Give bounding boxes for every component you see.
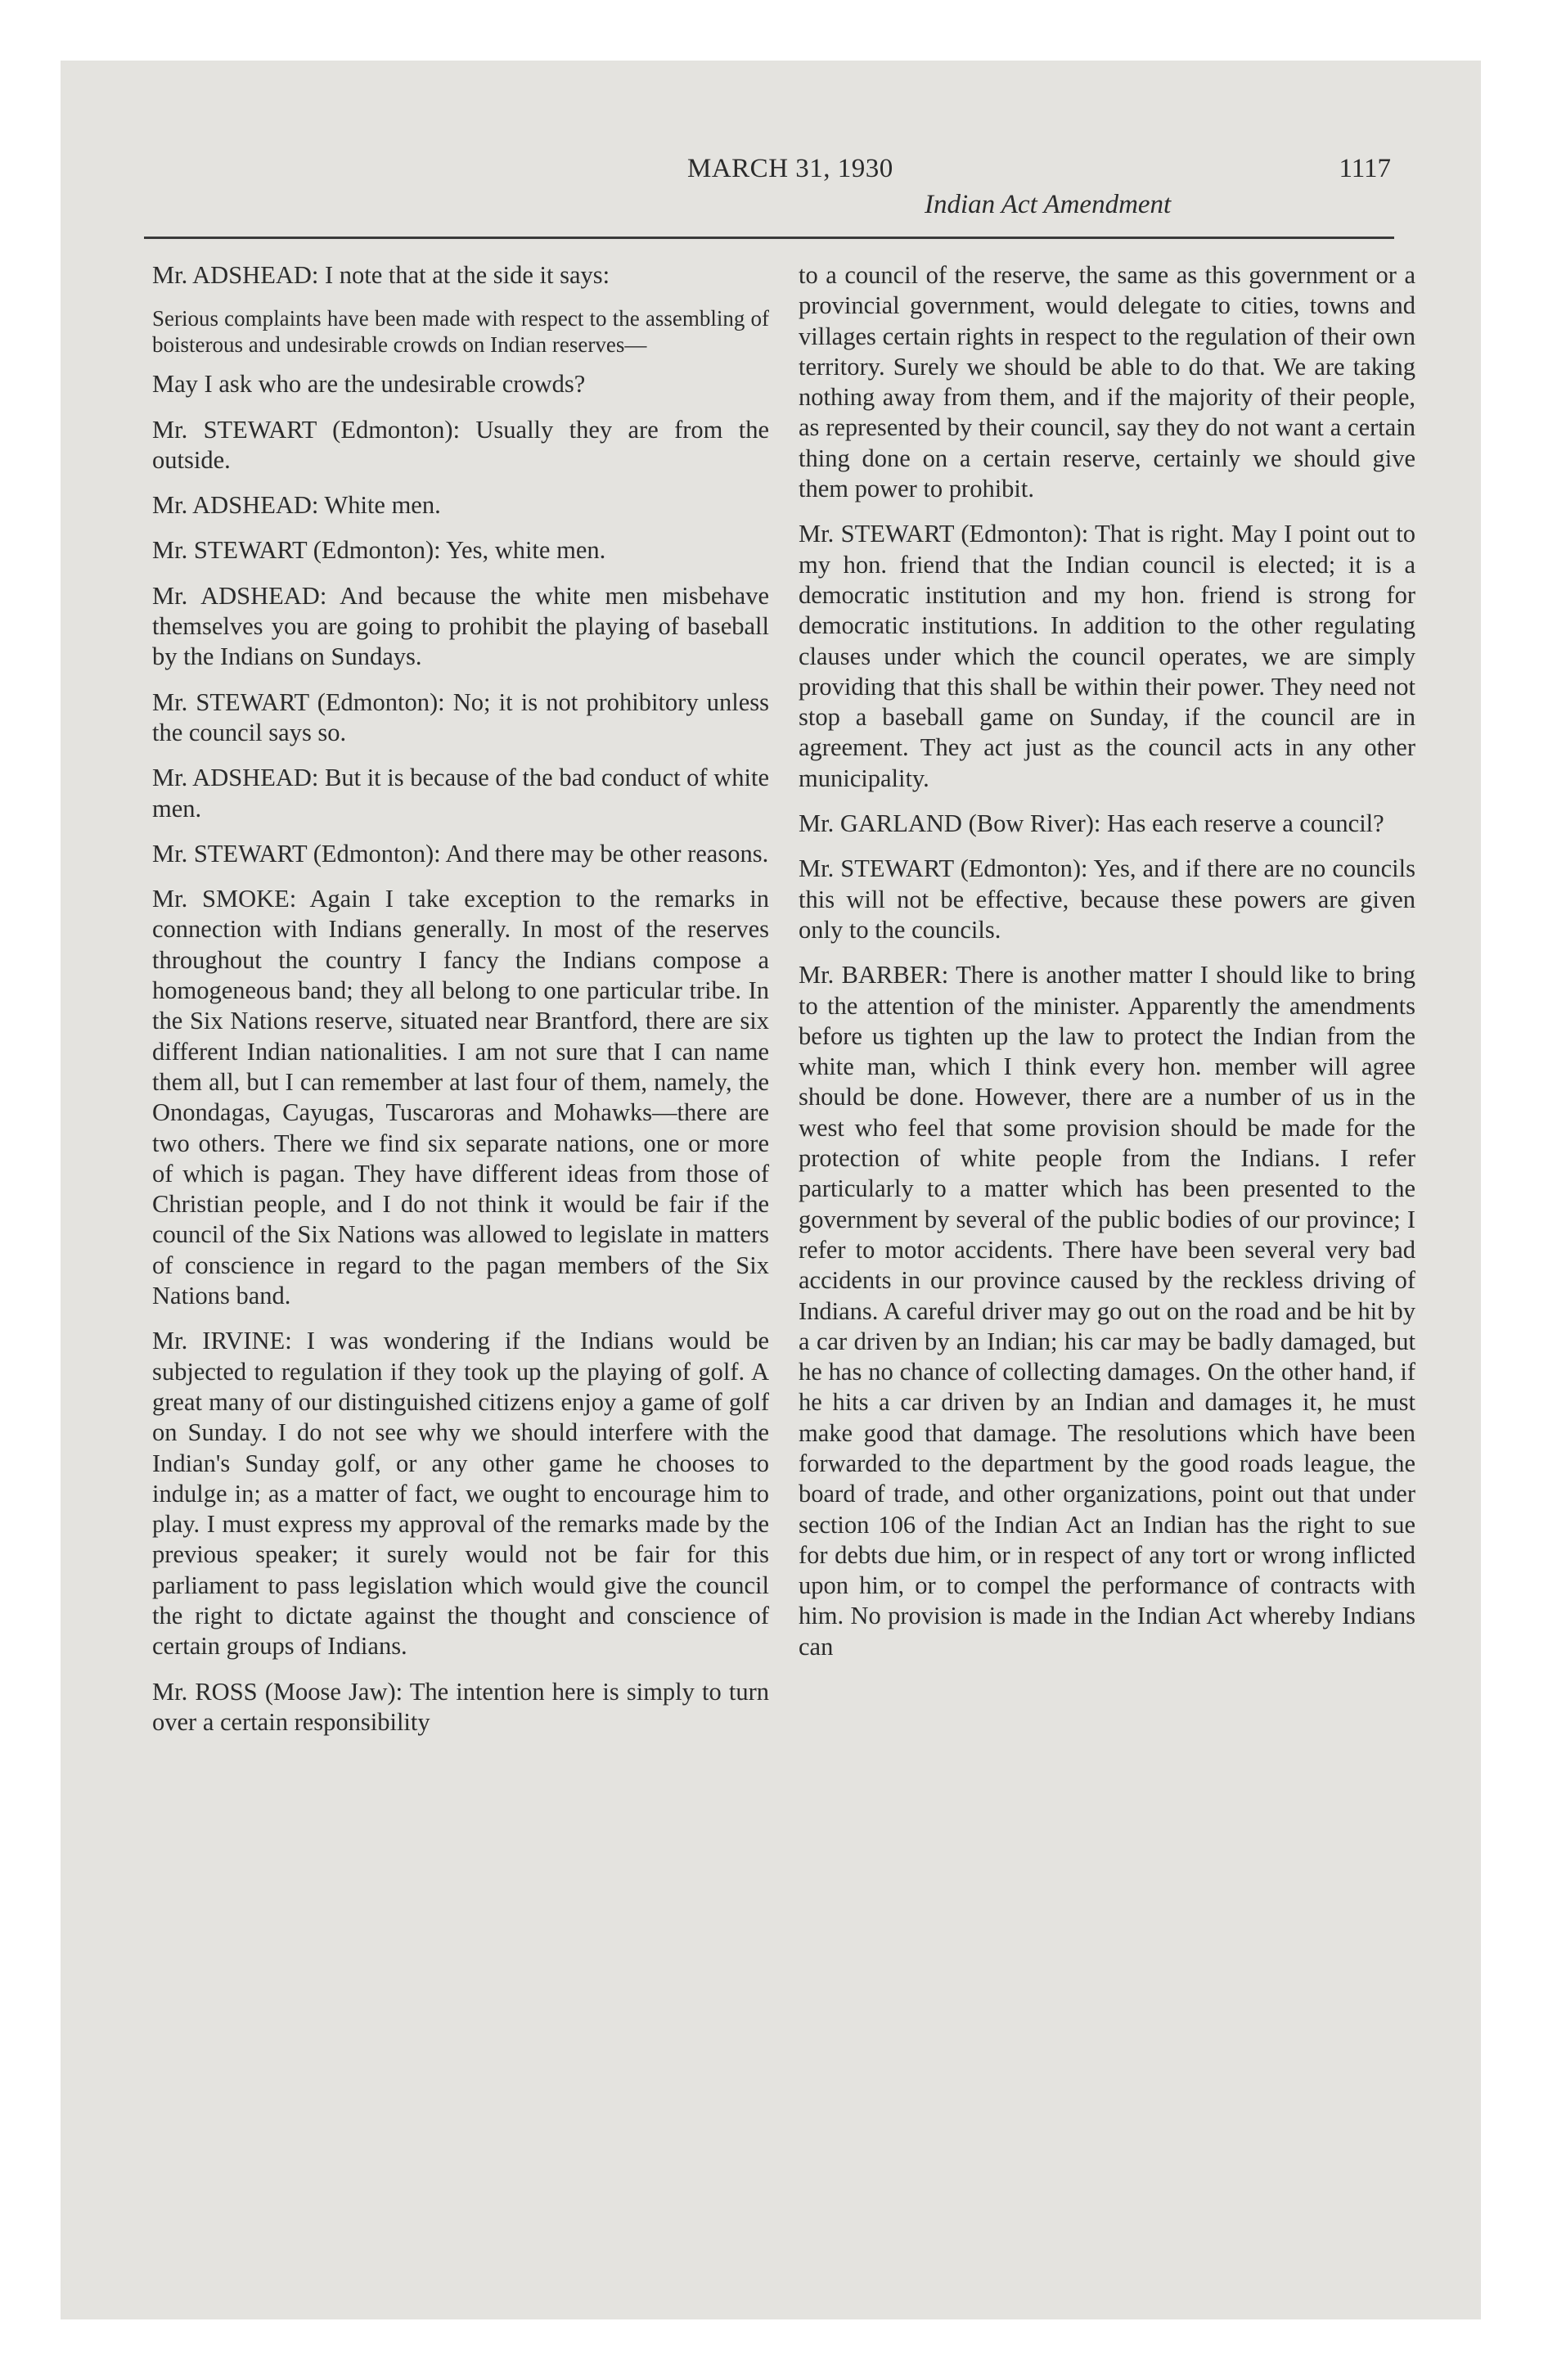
paragraph: Mr. STEWART (Edmonton): Yes, and if there are no councils this will not be effective, because these powers are given only to the councils. [799, 854, 1415, 944]
paragraph: Mr. BARBER: There is another matter I should like to bring to the attention of the minister. Apparently the amendments before us tighten up the law to protect the Indian from the white man, which I think every hon. member will agree should be done. However, there are a number of us in the west who feel that some provision should be made for the protection of white people from the Indians. I refer particularly to a matter which has been presented to the government by several of the public bodies of our province; I refer to motor accidents. There have been several very bad accidents in our province caused by the reckless driving of Indians. A careful driver may go out on the road and be hit by a car driven by an Indian; his car may be badly damaged, but he has no chance of collecting damages. On the other hand, if he hits a car driven by an Indian and damages it, he must make good that damage. The resolutions which have been forwarded to the department by the good roads league, the board of trade, and other organizations, point out that under section 106 of the Indian Act an Indian has the right to sue for debts due him, or in respect of any tort or wrong inflicted upon him, or to compel the performance of contracts with him. No provision is made in the Indian Act whereby Indians can [799, 961, 1415, 1661]
right-column [799, 260, 1415, 1677]
paragraph: Mr. STEWART (Edmonton): And there may be other reasons. [152, 839, 769, 868]
header-date: MARCH 31, 1930 [687, 154, 893, 183]
left-column [152, 260, 769, 1752]
header-rule [144, 237, 1394, 239]
page-header [147, 154, 1391, 232]
paragraph: Mr. STEWART (Edmonton): Yes, white men. [152, 536, 606, 565]
paragraph: Mr. IRVINE: I was wondering if the Indians would be subjected to regulation if they took up the playing of golf. A great many of our distinguished citizens enjoy a game of golf on Sunday. I do not see why we should interfere with the Indian's Sunday golf, or any other game he chooses to indulge in; as a matter of fact, we ought to encourage him to play. I must express my approval of the remarks made by the previous speaker; it surely would not be fair for this parliament to pass legislation which would give the council the right to dictate against the thought and conscience of certain groups of Indians. [152, 1327, 769, 1661]
quoted-passage: Serious complaints have been made with respect to the assembling of boisterous and undesirable crowds on Indian reserves— [152, 306, 769, 358]
header-running-title: Indian Act Amendment [925, 190, 1172, 219]
header-page-number: 1117 [1339, 154, 1391, 183]
paragraph: Mr. GARLAND (Bow River): Has each reserve a council? [799, 809, 1384, 838]
paragraph: Mr. ADSHEAD: I note that at the side it says: [152, 261, 610, 289]
paragraph: Mr. STEWART (Edmonton): Usually they are from the outside. [152, 415, 769, 474]
paragraph: Mr. STEWART (Edmonton): No; it is not prohibitory unless the council says so. [152, 687, 769, 746]
paragraph: Mr. STEWART (Edmonton): That is right. May I point out to my hon. friend that the Indian council is elected; it is a democratic institution and my hon. friend is strong for democratic institutions. In addition to the other regulating clauses under which the council operates, we are simply providing that this shall be within their power. They need not stop a baseball game on Sunday, if the council are in agreement. They act just as the council acts in any other municipality. [799, 520, 1415, 792]
paragraph: May I ask who are the undesirable crowds? [152, 370, 586, 399]
paragraph: Mr. SMOKE: Again I take exception to the remarks in connection with Indians generally. In most of the reserves throughout the country I fancy the Indians compose a homogeneous band; they all belong to one particular tribe. In the Six Nations reserve, situated near Brantford, there are six different Indian nationalities. I am not sure that I can name them all, but I can remember at last four of them, namely, the Onondagas, Cayugas, Tuscaroras and Mohawks—there are two others. There we find six separate nations, one or more of which is pagan. They have different ideas from those of Christian people, and I do not think it would be fair if the council of the Six Nations was allowed to legislate in matters of conscience in regard to the pagan members of the Six Nations band. [152, 885, 769, 1310]
paragraph: Mr. ADSHEAD: And because the white men misbehave themselves you are going to prohibit the playing of baseball by the Indians on Sundays. [152, 581, 769, 671]
paragraph: to a council of the reserve, the same as this government or a provincial government, would delegate to cities, towns and villages certain rights in respect to the regulation of their own territory. Surely we should be able to do that. We are taking nothing away from them, and if the majority of their people, as represented by their council, say they do not want a certain thing done on a certain reserve, certainly we should give them power to prohibit. [799, 261, 1415, 503]
paragraph: Mr. ADSHEAD: But it is because of the bad conduct of white men. [152, 764, 769, 823]
paragraph: Mr. ADSHEAD: White men. [152, 491, 441, 520]
paragraph: Mr. ROSS (Moose Jaw): The intention here is simply to turn over a certain responsibility [152, 1677, 769, 1736]
